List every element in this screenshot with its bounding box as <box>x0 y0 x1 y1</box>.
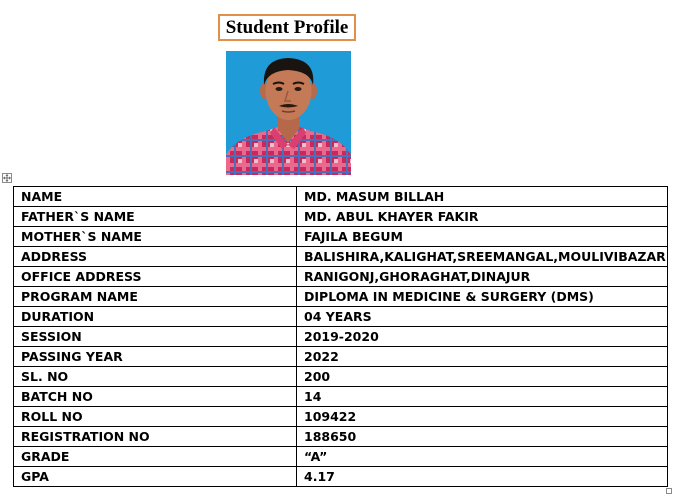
table-row <box>14 427 668 447</box>
table-row <box>14 267 668 287</box>
field-value: FAJILA BEGUM <box>297 227 668 247</box>
field-label: SL. NO <box>14 367 297 387</box>
field-label: GPA <box>14 467 297 487</box>
profile-title <box>218 14 356 41</box>
field-label: PASSING YEAR <box>14 347 297 367</box>
field-value: 4.17 <box>297 467 668 487</box>
table-row <box>14 327 668 347</box>
table-row <box>14 387 668 407</box>
field-value: DIPLOMA IN MEDICINE & SURGERY (DMS) <box>297 287 668 307</box>
table-row <box>14 247 668 267</box>
field-value: MD. ABUL KHAYER FAKIR <box>297 207 668 227</box>
field-value: MD. MASUM BILLAH <box>297 187 668 207</box>
field-label: SESSION <box>14 327 297 347</box>
field-label: FATHER`S NAME <box>14 207 297 227</box>
field-label: MOTHER`S NAME <box>14 227 297 247</box>
move-arrows-icon <box>3 174 11 182</box>
field-label: PROGRAM NAME <box>14 287 297 307</box>
field-label: GRADE <box>14 447 297 467</box>
table-row <box>14 207 668 227</box>
table-resize-handle[interactable] <box>666 488 672 494</box>
profile-title-text: Student Profile <box>225 16 349 38</box>
student-profile-table-body <box>14 187 668 487</box>
student-photo <box>226 51 351 175</box>
field-value: BALISHIRA,KALIGHAT,SREEMANGAL,MOULIVIBAZAR <box>297 247 668 267</box>
student-profile-table <box>13 186 668 487</box>
table-row <box>14 447 668 467</box>
field-label: NAME <box>14 187 297 207</box>
table-move-handle[interactable] <box>2 173 12 183</box>
field-value: 14 <box>297 387 668 407</box>
field-value: 2019-2020 <box>297 327 668 347</box>
table-row <box>14 187 668 207</box>
table-row <box>14 347 668 367</box>
table-row <box>14 467 668 487</box>
field-label: OFFICE ADDRESS <box>14 267 297 287</box>
table-row <box>14 307 668 327</box>
field-label: REGISTRATION NO <box>14 427 297 447</box>
field-label: ADDRESS <box>14 247 297 267</box>
field-value: 2022 <box>297 347 668 367</box>
field-label: BATCH NO <box>14 387 297 407</box>
table-row <box>14 407 668 427</box>
field-label: DURATION <box>14 307 297 327</box>
student-photo-image <box>226 51 351 175</box>
table-row <box>14 227 668 247</box>
table-row <box>14 287 668 307</box>
field-value: 04 YEARS <box>297 307 668 327</box>
table-row <box>14 367 668 387</box>
field-value: “A” <box>297 447 668 467</box>
field-value: 188650 <box>297 427 668 447</box>
field-value: RANIGONJ,GHORAGHAT,DINAJUR <box>297 267 668 287</box>
field-value: 109422 <box>297 407 668 427</box>
field-value: 200 <box>297 367 668 387</box>
field-label: ROLL NO <box>14 407 297 427</box>
